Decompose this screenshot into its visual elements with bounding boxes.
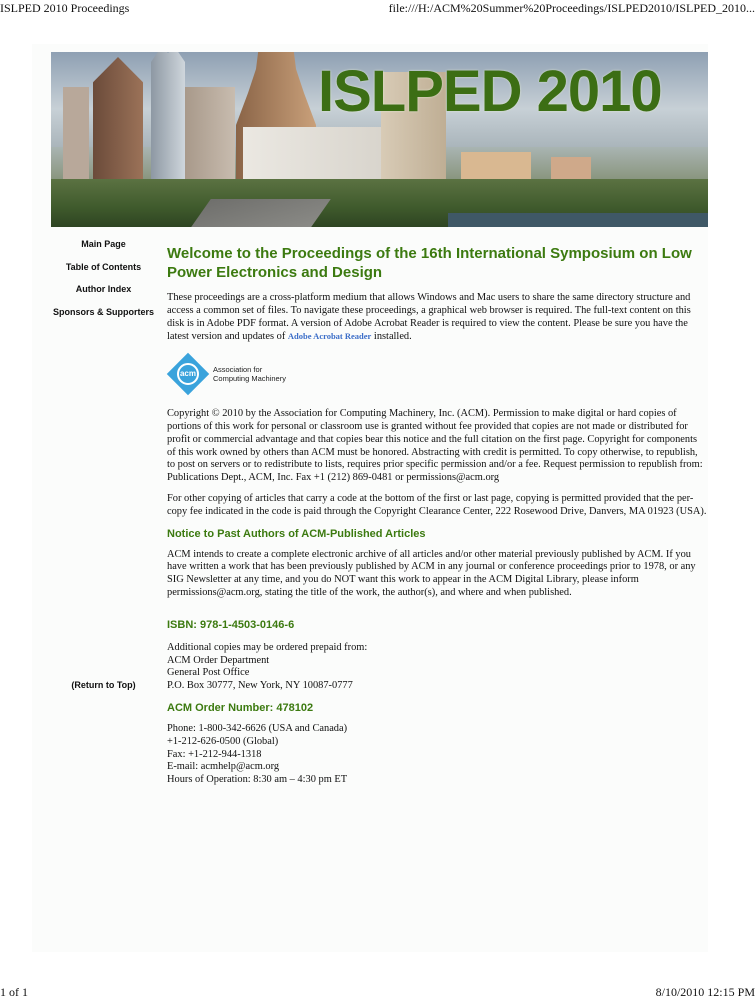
nav-sponsors-supporters[interactable]: Sponsors & Supporters [52, 306, 154, 317]
order-number-heading: ACM Order Number: 478102 [167, 701, 314, 714]
page-panel [32, 44, 708, 952]
order-address-line: Additional copies may be ordered prepaid from: [167, 641, 368, 653]
contact-line: Fax: +1-212-944-1318 [167, 748, 262, 760]
banner-image [51, 52, 708, 227]
print-page-count: 1 of 1 [0, 985, 28, 999]
page-title: Welcome to the Proceedings of the 16th International Symposium on Low Power Electronics and Design [167, 245, 692, 281]
contact-line: +1-212-626-0500 (Global) [167, 735, 279, 747]
acm-mark: acm [177, 363, 199, 385]
isbn-heading: ISBN: 978-1-4503-0146-6 [167, 618, 295, 631]
main-content [167, 244, 707, 795]
banner-river [448, 213, 708, 227]
acm-logo-text [213, 365, 286, 383]
intro-paragraph [167, 292, 707, 344]
intro-text: These proceedings are a cross-platform medium that allows Windows and Mac users to share the same directory structure and access a common set of files. To navigate these proceedings, a graphical web browser is required. The full-text content on this disk is in Adobe PDF format. A version of Adobe Acrobat Reader is required to view the content. Please be sure you have the latest version and updates of [167, 292, 691, 343]
notice-paragraph: ACM intends to create a complete electronic archive of all articles and/or other material previously published by ACM. If you have written a work that has been previously published by ACM in any journal or conference proceedings prior to 1978, or any SIG Newsletter at any time, and you do NOT want this work to appear in the ACM Digital Library, please inform permissions@acm.org, stating the title of the work, the author(s), and where and when published. [167, 548, 696, 598]
print-footer [0, 984, 755, 1000]
acm-logo-line2: Computing Machinery [213, 374, 286, 384]
nav-table-of-contents[interactable]: Table of Contents [65, 261, 142, 272]
contact-line: Phone: 1-800-342-6626 (USA and Canada) [167, 722, 348, 734]
print-page-url: file:///H:/ACM%20Summer%20Proceedings/ISLPED2010/ISLPED_2010... [388, 1, 755, 15]
print-header [0, 0, 755, 16]
order-address-line: ACM Order Department [167, 654, 270, 666]
other-copying-paragraph: For other copying of articles that carry a code at the bottom of the first or last page, copying is permitted provided that the per-copy fee indicated in the code is paid through the Copyright Clearance Center, 222 Rosewood Drive, Danvers, MA 01923 (USA). [167, 492, 707, 517]
copyright-paragraph: Copyright © 2010 by the Association for Computing Machinery, Inc. (ACM). Permission to make digital or hard copies of portions of this work for personal or classroom use is granted without fee provided that copies are not made or distributed for profit or commercial advantage and that copies bear this notice and the full citation on the first page. Copyright for components of this work owned by others than ACM must be honored. Abstracting with credit is permitted. To copy otherwise, to republish, to post on servers or to redistribute to lists, requires prior specific permission and/or a fee. Request permission to republish from: Publications Dept., ACM, Inc. Fax +1 (212) 869-0481 or permissions@acm.org [167, 408, 703, 484]
order-address [167, 642, 707, 693]
contact-line: E-mail: acmhelp@acm.org [167, 761, 280, 773]
acm-diamond-icon [167, 353, 209, 395]
banner-road [191, 199, 331, 227]
intro-text-end: installed. [371, 331, 412, 343]
contact-line: Hours of Operation: 8:30 am – 4:30 pm ET [167, 774, 348, 786]
adobe-reader-link[interactable]: Adobe Acrobat Reader [287, 331, 372, 342]
acm-logo-line1: Association for [213, 365, 263, 375]
print-datetime: 8/10/2010 12:15 PM [655, 985, 755, 999]
notice-heading: Notice to Past Authors of ACM-Published Articles [167, 527, 426, 540]
acm-logo [167, 352, 707, 396]
nav-author-index[interactable]: Author Index [75, 284, 132, 294]
order-address-line: P.O. Box 30777, New York, NY 10087-0777 [167, 680, 353, 692]
banner-title: ISLPED 2010 [318, 59, 662, 124]
order-address-line: General Post Office [167, 667, 250, 679]
side-navigation [51, 239, 156, 329]
print-page-title: ISLPED 2010 Proceedings [0, 1, 130, 15]
return-to-top-link[interactable]: (Return to Top) [71, 680, 136, 690]
contact-info [167, 723, 707, 787]
nav-main-page[interactable]: Main Page [81, 239, 126, 249]
